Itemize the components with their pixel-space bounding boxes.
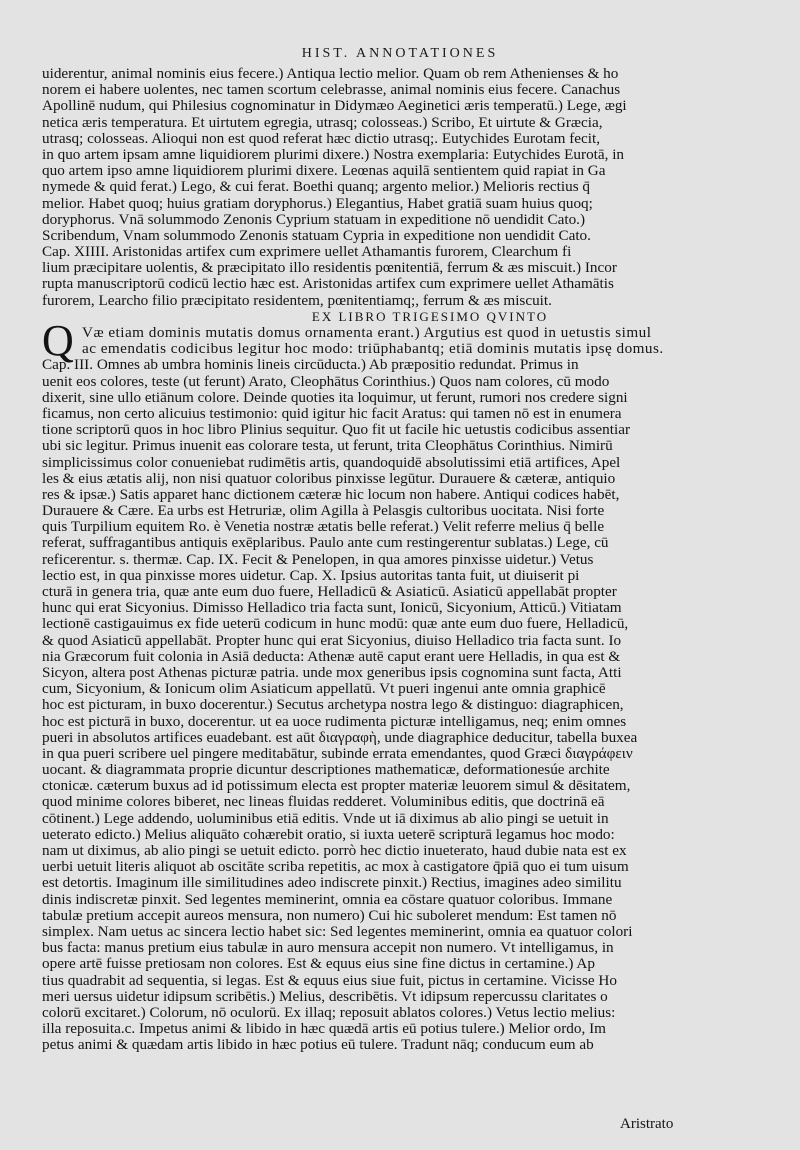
text-line: furorem, Learcho filio præcipitato residentem, pœnitentiamq;, ferrum & æs miscuit.: [42, 292, 552, 309]
text-line: Apollinē nudum, qui Philesius cognominatur in Didymæo Aeginetici æris temperatū.) Lege, ægi: [42, 98, 627, 115]
text-line: cum, Sicyonium, & Ionicum olim Asiaticum appellatū. Vt pueri ingenui ante omnia graphicē: [42, 681, 606, 698]
text-line: tius quadrabit ad sequentia, si legas. Est & equus eius siue fuit, pictus in certamine. Vicisse Ho: [42, 972, 617, 989]
text-line: lium præcipitare uolentis, & præcipitato illo residentis pœnitentiā, ferrum & æs miscuit.) Incor: [42, 260, 617, 277]
text-line: bus facta: manus pretium eius tabulæ in auro mensura accepit non numero. Vt intelligamus, in: [42, 940, 614, 957]
text-line: in quo artem ipsam amne liquidiorem plurimi dixere.) Nostra exemplaria: Eutychides Eurotā, in: [42, 146, 625, 163]
text-line: nia Græcorum fuit colonia in Asiā deducta: Athenæ autē caput erant uere Helladis, in qua est &: [42, 648, 621, 665]
text-line: petus animi & quædam artis libido in hæc potius eū tulere. Tradunt nāq; conducum eum ab: [42, 1037, 594, 1054]
text-line: res & ipsæ.) Satis apparet hanc dictionem cæteræ hic locum non habere. Antiqui codices habēt,: [42, 486, 620, 503]
text-line: tione scriptorū quos in hoc libro Plinius sequitur. Quo fit ut facile hic uetustis codicibus assentiar: [42, 422, 631, 439]
text-line: ctonicæ. cæterum buxus ad id potissimum electa est propter materiæ leuorem simul & dēsitatem,: [42, 778, 631, 795]
text-line: uocant. & diagrammata proprie dicuntur descriptiones mathematicæ, deformationesúe archite: [42, 762, 610, 779]
text-line: ueterato edicto.) Melius aliquāto cohærebit oratio, si iuxta ueterē scripturā legamus hoc modo:: [42, 826, 615, 843]
text-line: uerbi uetuit literis aliquot ab oscitāte scriba repetitis, ac mox à castigatore q̄piā quo ei tum uisum: [42, 859, 629, 876]
text-line: quod minime colores biberet, nec lineas fluidas redderet. Voluminibus editis, que doctrinā eā: [42, 794, 605, 811]
text-line: lectionē castigauimus ex fide ueterū codicum in hunc modū: quæ ante eum duo fuere, Helladicū,: [42, 616, 629, 633]
text-line: Væ etiam dominis mutatis domus ornamenta erant.) Argutius est quod in uetustis simul: [82, 325, 652, 341]
text-line: hoc est picturam, in buxo docerentur.) Secutus archetypa nostra lego & distinguo: diagraphicen,: [42, 697, 624, 714]
text-line: reficerentur. s. thermæ. Cap. IX. Fecit & Penelopen, in qua amores pinxisse uidetur.) Vetus: [42, 551, 594, 568]
text-line: ubi sic legitur. Primus inuenit eas colorare testa, ut ferunt, trita Cleophātus Corinthius. Nimirū: [42, 438, 613, 455]
text-line: Scribendum, Vnam solummodo Zenonis statuam Cypria in expeditione non uendidit Cato.: [42, 227, 591, 244]
text-line: dinis indiscretæ pinxit. Sed legentes meminerint, omnia ea cōstare quatuor coloribus. Immane: [42, 891, 613, 908]
text-line: Sicyon, altera post Athenas picturæ patria. unde mox generibus ipsis cognomina sunt facta, Atti: [42, 664, 622, 681]
text-line: & quod Asiaticū appellabāt. Propter hunc qui erat Sicyonius, diuiso Helladico tria facta sunt. Io: [42, 632, 622, 649]
text-line: Cap. III. Omnes ab umbra hominis lineis circūducta.) Ab præpositio redundat. Primus in: [42, 357, 579, 374]
text-line: melior. Habet quoq; huius gratiam doryphorus.) Elegantius, Habet gratiā suam huius quoq;: [42, 195, 593, 212]
section-heading: [42, 309, 698, 325]
text-line: meri uersus uidetur idipsum scribētis.) Melius, describētis. Vt idipsum repercussu claritates o: [42, 988, 608, 1005]
text-line: dixerit, sine ullo etiānum colore. Deinde quoties ita loquimur, ut ferunt, rumori nos credere signi: [42, 389, 628, 406]
catchword: Aristrato: [620, 1116, 674, 1132]
text-line: utrasq; colosseas. Alioqui non est quod referat hæc dictio utrasq;. Eutychides Eurotam fecit,: [42, 130, 601, 147]
text-line: quo artem ipso amne liquidiorem plurimi dixere. Leœnas aquilā sentientem quid rapiat in Ga: [42, 163, 606, 180]
text-line: rupta manuscriptorū codicū lectio hæc est. Aristonidas artifex cum exprimere uellet Athamātis: [42, 276, 614, 293]
text-line: referat, suffragantibus antiquis exēplaribus. Paulo ante cum restingerentur sublatas.) Lege, cū: [42, 535, 609, 552]
text-line: in qua pueri scribere uel pingere meditabātur, subinde errata emendantes, quod Græci διαγράφειν: [42, 745, 633, 762]
text-line: lectio est, in qua pinxisse mores uidetur. Cap. X. Ipsius autoritas tanta fuit, ut diuiserit pi: [42, 567, 580, 584]
text-line: nymede & quid ferat.) Lego, & cui ferat. Boethi quanq; argento melior.) Melioris rectius q̄: [42, 179, 591, 196]
text-line: opere artē fuisse pretiosam non colores. Est & equus eius sine fine dictus in certamine.) Ap: [42, 956, 595, 973]
text-line: est detortis. Imaginum ille similitudines adeo indiscrete pinxit.) Rectius, imagines adeo similitu: [42, 875, 622, 892]
text-line: simplicissimus color conueniebat rudimētis artis, quandoquidē absolutissimi etiā artifices, Apel: [42, 454, 621, 471]
text-line: les & eius ætatis alij, non nisi quatuor coloribus pinxisse legūtur. Durauere & cæteræ, antiquio: [42, 470, 616, 487]
text-line: simplex. Nam uetus ac sincera lectio habet sic: Sed legentes meminerint, omnia ea quatuor colori: [42, 923, 633, 940]
text-line: cturā in genera tria, quæ ante eum duo fuere, Helladicū & Asiaticū. Asiaticū appellabāt propter: [42, 584, 617, 600]
text-line: nam ut diximus, ab alio pingi se uetuit edicto. porrò hec dictio inueterato, haud dubie nata est ex: [42, 843, 627, 859]
text-line: quis Turpilium equitem Ro. è Venetia nostræ ætatis belle referat.) Velit referre melius q̄ belle: [42, 519, 605, 536]
text-line: hoc est picturā in buxo, docerentur. ut ea uoce rudimenta picturæ intelligamus, neq; enim omnes: [42, 713, 627, 730]
text-section-main: [42, 357, 698, 1053]
text-line: ac emendatis codicibus legitur hoc modo: triūphabantq; etiā dominis mutatis ipsę domus.: [82, 341, 664, 358]
text-line: uenit eos colores, teste (ut ferunt) Arato, Cleophātus Corinthius.) Quos nam colores, cū modo: [42, 373, 610, 390]
text-line: ficamus, non certo alicuius testimonio: quid igitur hic facit Aratus: qui tamen nō est in enumera: [42, 405, 622, 422]
text-line: norem ei habere uolentes, nec tamen scortum celebrasse, animal nominis eius fecere. Canachus: [42, 82, 621, 99]
text-line: Durauere & Cære. Ea urbs est Hetruriæ, olim Agilla à Pelasgis cultoribus uocitata. Nisi forte: [42, 503, 605, 520]
text-line: colorū excitaret.) Colorum, nō oculorū. Ex illaq; reposuit ablatos colores.) Vetus lectio melius:: [42, 1004, 616, 1021]
text-section-top: [42, 66, 698, 309]
heading-title: EX LIBRO TRIGESIMO QVINTO: [311, 308, 549, 324]
text-line: Cap. XIIII. Aristonidas artifex cum exprimere uellet Athamantis furorem, Clearchum fi: [42, 244, 572, 261]
dropcap-letter: Q: [42, 316, 74, 365]
text-line: pueri in absolutos artifices euadebant. est aūt διαγραφὴ, unde diagraphice deducitur, tabella buxea: [42, 729, 638, 746]
text-line: doryphorus. Vnā solummodo Zenonis Cyprium statuam in expeditione nō uendidit Cato.): [42, 211, 586, 228]
body-text: [42, 66, 698, 1053]
text-line: illa reposuita.c. Impetus animi & libido in hæc quædā artis eū potius tulere.) Melior ordo, Im: [42, 1021, 606, 1038]
text-line: hunc qui erat Sicyonius. Dimisso Helladico tria facta sunt, Ionicū, Sicyonium, Atticū.) Vitiatam: [42, 600, 622, 617]
text-line: tabulæ pretium accepit aureos mensura, non numero) Cui hic suboleret mendum: Est tamen nō: [42, 907, 617, 924]
running-head: HIST. ANNOTATIONES: [301, 46, 499, 61]
text-line: uiderentur, animal nominis eius fecere.) Antiqua lectio melior. Quam ob rem Athenienses & ho: [42, 66, 619, 82]
text-line: cōtinent.) Lege addendo, uoluminibus etiā editis. Vnde ut iā diximus ab alio pingi se uetuit in: [42, 810, 609, 827]
text-line: netica æris temperatura. Et uirtutem egregia, utrasq; colosseas.) Scribo, Et uirtute & Græcia,: [42, 114, 603, 131]
